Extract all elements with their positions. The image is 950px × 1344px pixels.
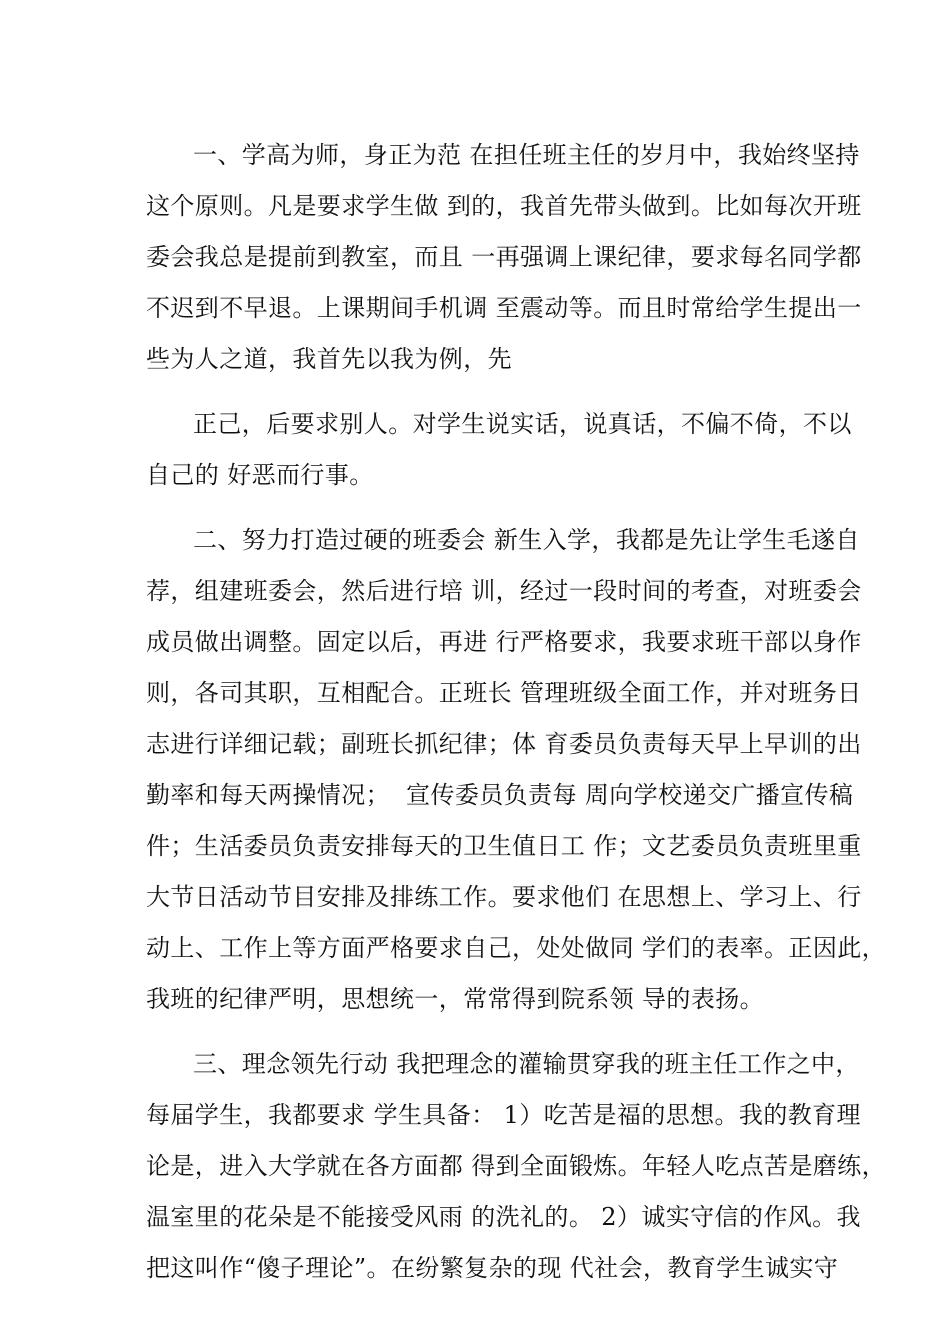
text-line: 温室里的花朵是不能接受风雨 的洗礼的。 2）诚实守信的作风。我: [146, 1203, 861, 1231]
text-line: 二、努力打造过硬的班委会 新生入学，我都是先让学生毛遂自: [193, 526, 860, 554]
text-line: 勤率和每天两操情况； 宣传委员负责每 周向学校递交广播宣传稿: [146, 781, 854, 809]
paragraph-4: [146, 1039, 887, 1294]
text-line: 委会我总是提前到教室，而且 一再强调上课纪律，要求每名同学都: [146, 243, 862, 271]
text-line: 些为人之道，我首先以我为例，先: [146, 345, 512, 373]
text-line: 荐，组建班委会，然后进行培 训，经过一段时间的考查，对班委会: [146, 577, 862, 605]
text-line: 论是，进入大学就在各方面都 得到全面锻炼。年轻人吃点苦是磨练，: [146, 1152, 887, 1180]
text-line: 件；生活委员负责安排每天的卫生值日工 作；文艺委员负责班里重: [146, 832, 862, 860]
text-line: 成员做出调整。固定以后，再进 行严格要求，我要求班干部以身作: [146, 628, 862, 656]
paragraph-3: [146, 515, 887, 1025]
text-line: 一、学高为师，身正为范 在担任班主任的岁月中，我始终坚持: [193, 141, 860, 169]
text-line: 志进行详细记载；副班长抓纪律；体 育委员负责每天早上早训的出: [146, 730, 862, 758]
paragraph-spacer: [146, 1025, 826, 1039]
text-line: 不迟到不早退。上课期间手机调 至震动等。而且时常给学生提出一: [146, 294, 862, 322]
text-line: 动上、工作上等方面严格要求自己，处处做同 学们的表率。正因此，: [146, 934, 887, 962]
paragraph-spacer: [146, 385, 826, 399]
text-line: 这个原则。凡是要求学生做 到的，我首先带头做到。比如每次开班: [146, 192, 862, 220]
document-body: [146, 130, 887, 1294]
text-line: 自己的 好恶而行事。: [146, 461, 374, 489]
text-line: 每届学生，我都要求 学生具备： 1）吃苦是福的思想。我的教育理: [146, 1101, 861, 1129]
text-line: 则，各司其职，互相配合。正班长 管理班级全面工作，并对班务日: [146, 679, 862, 707]
paragraph-2: [146, 399, 852, 501]
text-line: 大节日活动节目安排及排练工作。要求他们 在思想上、学习上、行: [146, 883, 862, 911]
text-line: 三、理念领先行动 我把理念的灌输贯穿我的班主任工作之中，: [193, 1050, 860, 1078]
text-line: 把这叫作“傻子理论”。在纷繁复杂的现 代社会，教育学生诚实守: [146, 1254, 839, 1282]
paragraph-1: [146, 130, 862, 385]
text-line: 正己，后要求别人。对学生说实话，说真话，不偏不倚，不以: [193, 410, 852, 438]
text-line: 我班的纪律严明，思想统一，常常得到院系领 导的表扬。: [146, 985, 765, 1013]
paragraph-spacer: [146, 501, 826, 515]
